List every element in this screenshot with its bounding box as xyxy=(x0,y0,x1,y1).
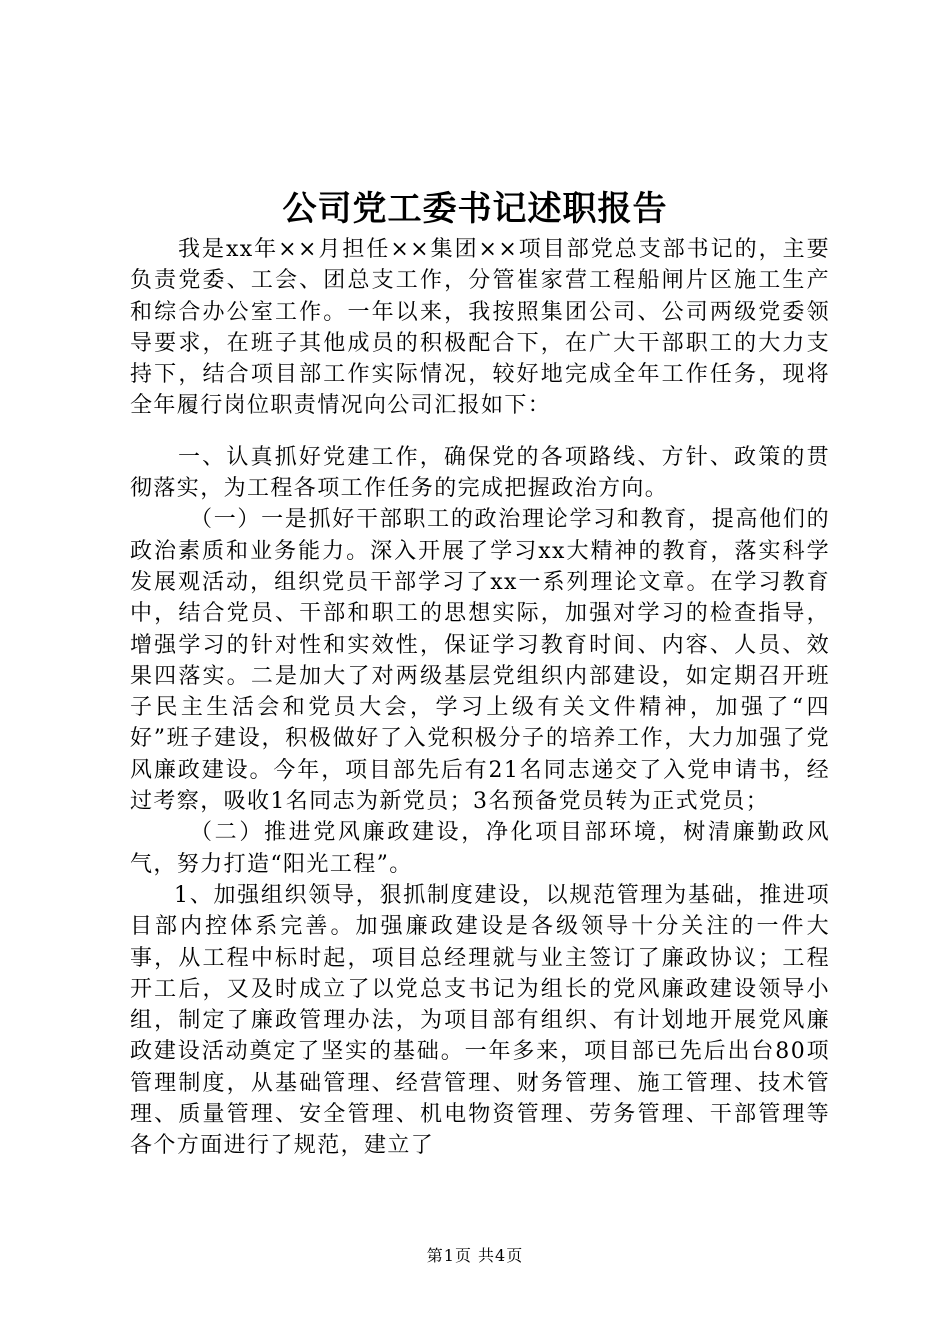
paragraph-intro: 我是xx年××月担任××集团××项目部党总支部书记的，主要负责党委、工会、团总支工作，分管崔家营工程船闸片区施工生产和综合办公室工作。一年以来，我按照集团公司、公司两级党委领导要求，在班子其他成员的积极配合下，在广大干部职工的大力支持下，结合项目部工作实际情况，较好地完成全年工作任务，现将全年履行岗位职责情况向公司汇报如下： xyxy=(130,237,830,419)
document-title: 公司党工委书记述职报告 xyxy=(282,189,668,229)
paragraph-subsection-2: （二）推进党风廉政建设，净化项目部环境，树清廉勤政风气，努力打造“阳光工程”。 xyxy=(130,820,830,877)
paragraph-subsection-1: （一）一是抓好干部职工的政治理论学习和教育，提高他们的政治素质和业务能力。深入开展了学习xx大精神的教育，落实科学发展观活动，组织党员干部学习了xx一系列理论文章。在学习教育中，结合党员、干部和职工的思想实际，加强对学习的检查指导，增强学习的针对性和实效性，保证学习教育时间、内容、人员、效果四落实。二是加大了对两级基层党组织内部建设，如定期召开班子民主生活会和党员大会，学习上级有关文件精神，加强了“四好”班子建设，积极做好了入党积极分子的培养工作，大力加强了党风廉政建设。今年，项目部先后有21名同志递交了入党申请书，经过考察，吸收1名同志为新党员；3名预备党员转为正式党员； xyxy=(130,507,830,815)
paragraph-item-1: 1、加强组织领导，狠抓制度建设，以规范管理为基础，推进项目部内控体系完善。加强廉政建设是各级领导十分关注的一件大事，从工程中标时起，项目总经理就与业主签订了廉政协议；工程开工后，又及时成立了以党总支书记为组长的党风廉政建设领导小组，制定了廉政管理办法，为项目部有组织、有计划地开展党风廉政建设活动奠定了坚实的基础。一年多来，项目部已先后出台80项管理制度，从基础管理、经营管理、财务管理、施工管理、技术管理、质量管理、安全管理、机电物资管理、劳务管理、干部管理等各个方面进行了规范，建立了 xyxy=(130,882,830,1159)
page-number-footer: 第1页 共4页 xyxy=(426,1246,524,1265)
paragraph-gap xyxy=(130,422,830,442)
paragraph-section-1: 一、认真抓好党建工作，确保党的各项路线、方针、政策的贯彻落实，为工程各项工作任务的完成把握政治方向。 xyxy=(130,444,830,502)
document-body xyxy=(130,234,830,1162)
